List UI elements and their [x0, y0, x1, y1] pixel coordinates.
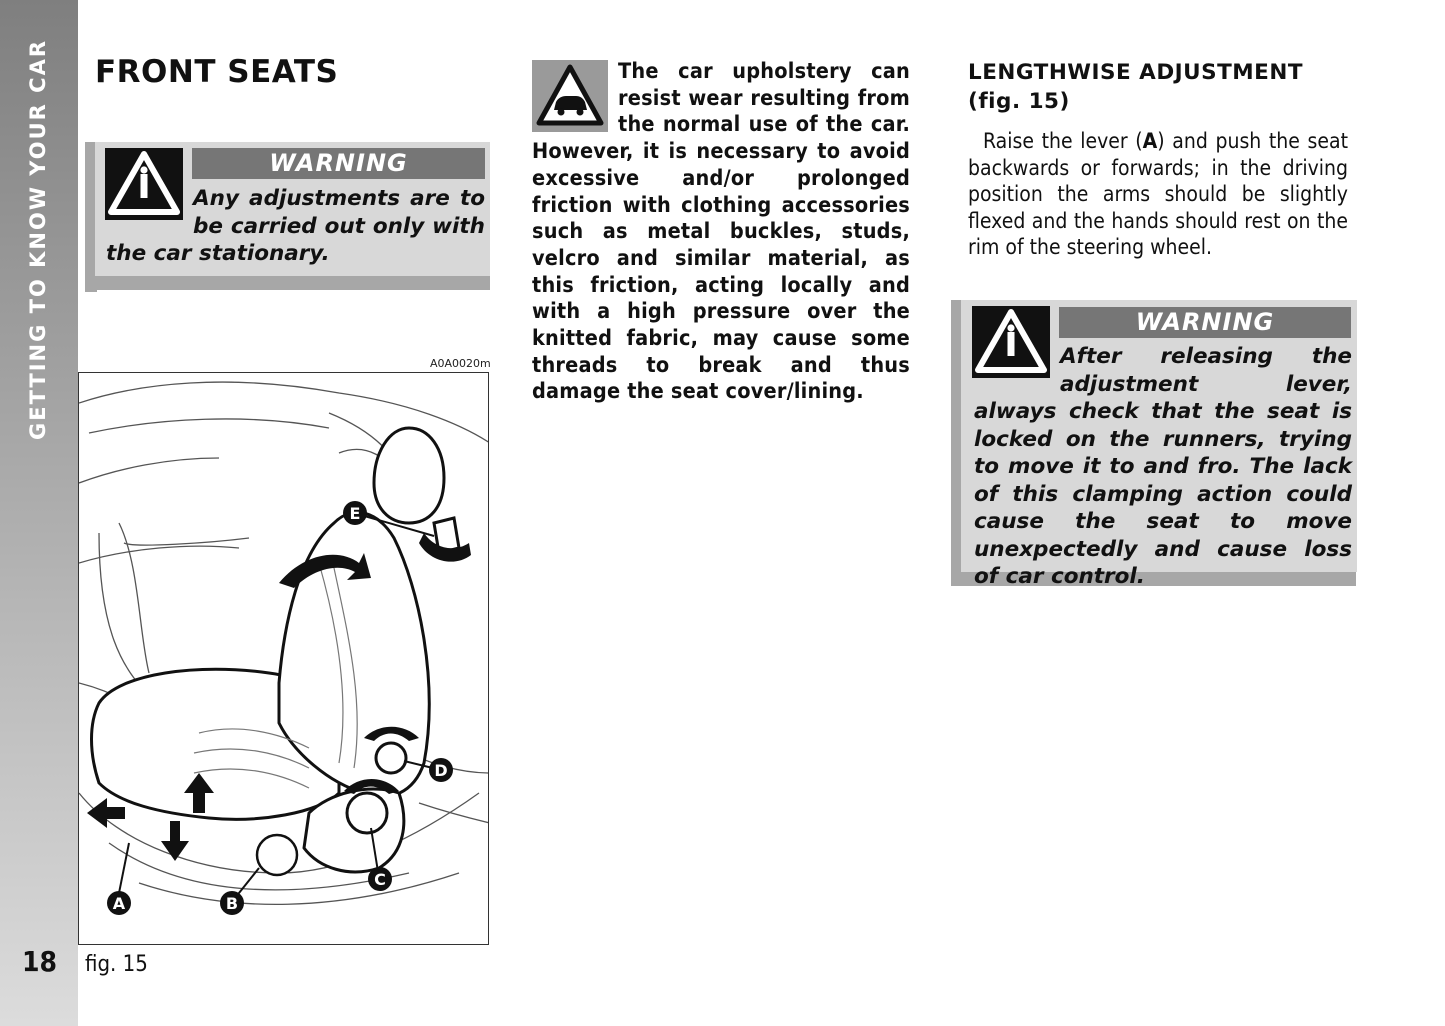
callout-e: E	[349, 504, 361, 523]
page-number: 18	[22, 945, 58, 978]
lever-reference: A	[1142, 129, 1158, 153]
chapter-title: GETTING TO KNOW YOUR CAR	[26, 39, 50, 440]
warning-text-2: After releasing the adjustment lever, always check that the seat is locked on the runners, trying to move it to and fro. The lack of this clamping action could cause the seat to move unexpectedly and cause loss of car control.	[974, 344, 1352, 589]
lengthwise-heading: LENGTHWISE ADJUSTMENT (fig. 15)	[968, 60, 1304, 114]
warning-label: WARNING	[192, 148, 485, 179]
callout-c: C	[374, 870, 386, 889]
upholstery-note: The car upholstery can resist wear resulting from the normal use of the car. However, it is necessary to avoid excessive and/or prolonged friction with clothing accessories such as metal buckles, studs, velcro and similar material, as this friction, acting locally and with a high pressure over the knitted fabric, may cause some threads to break and thus damage the seat cover/lining.	[532, 59, 910, 405]
warning-box-1-shadow-bottom	[85, 276, 490, 290]
callout-a: A	[112, 894, 126, 913]
callout-b: B	[225, 894, 239, 913]
seat-drawing	[79, 373, 489, 945]
warning-text: Any adjustments are to be carried out only with the car stationary.	[106, 186, 485, 266]
figure-code: A0A0020m	[430, 357, 491, 370]
warning-label-2: WARNING	[1059, 307, 1351, 338]
section-title: FRONT SEATS	[95, 54, 339, 90]
seat-illustration	[78, 372, 489, 945]
callout-d: D	[434, 761, 448, 780]
lengthwise-text: Raise the lever (A) and push the seat backwards or forwards; in the driving position the arms should be slightly flexed and the hands should rest on the rim of the steering wheel.	[968, 129, 1348, 259]
figure-caption: fig. 15	[85, 952, 148, 977]
